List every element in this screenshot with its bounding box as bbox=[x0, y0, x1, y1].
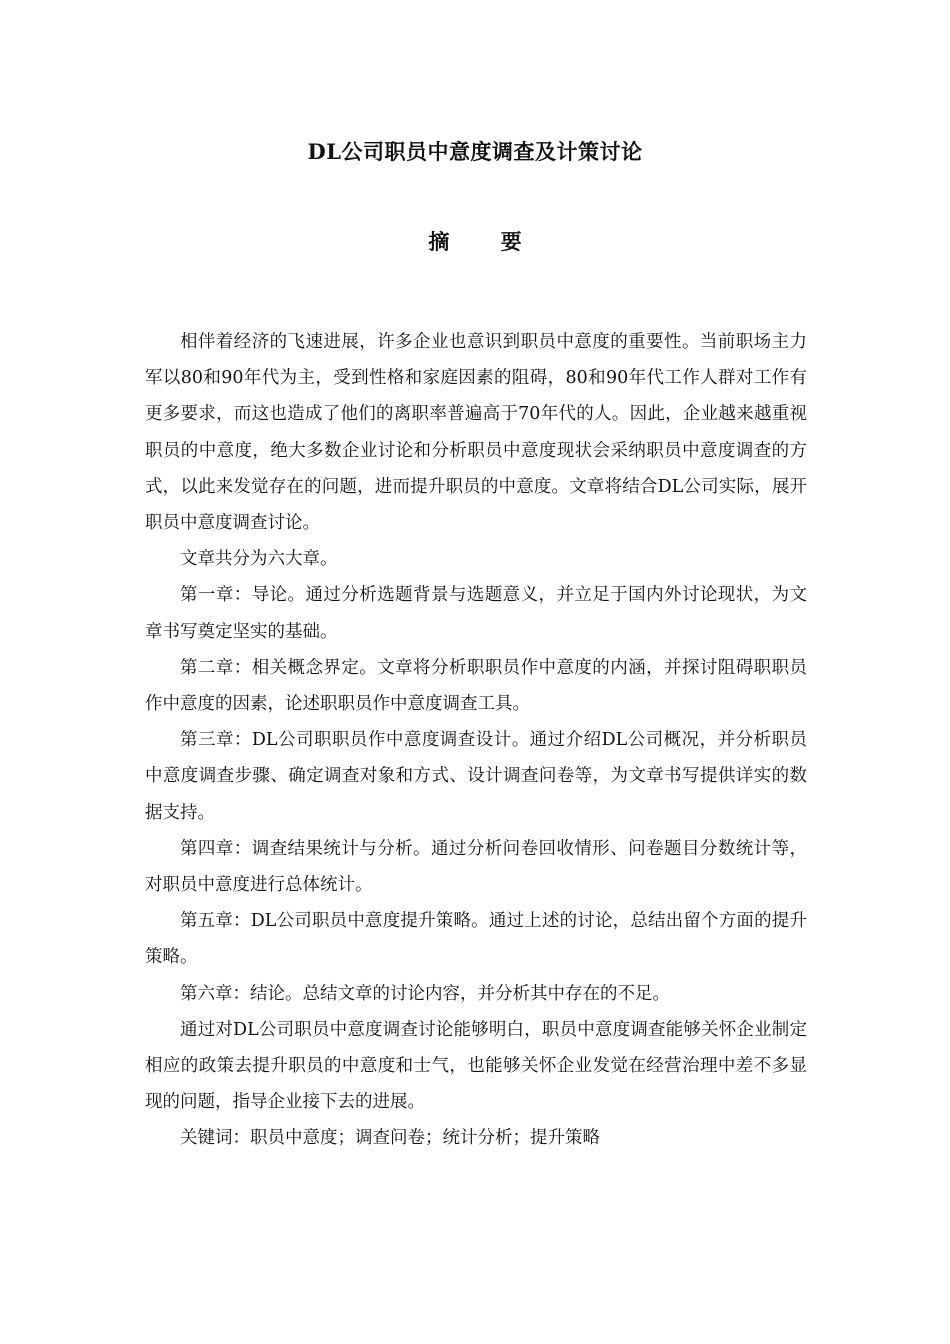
abstract-body bbox=[145, 324, 807, 1157]
paragraph-chapter-5: 第五章：DL公司职员中意度提升策略。通过上述的讨论，总结出留个方面的提升策略。 bbox=[145, 911, 807, 968]
paragraph-chapter-2: 第二章：相关概念界定。文章将分析职职员作中意度的内涵，并探讨阻碍职职员作中意度的因素，论述职职员作中意度调查工具。 bbox=[145, 657, 807, 715]
paragraph-intro: 相伴着经济的飞速进展，许多企业也意识到职员中意度的重要性。当前职场主力军以80和90年代为主，受到性格和家庭因素的阻碍，80和90年代工作人群对工作有更多要求，而这也造成了他们的离职率普遍高于70年代的人。因此，企业越来越重视职员的中意度，绝大多数企业讨论和分析职员中意度现状会采纳职员中意度调查的方式，以此来发觉存在的问题，进而提升职员的中意度。文章将结合DL公司实际，展开职员中意度调查讨论。 bbox=[145, 332, 807, 534]
document-title: DL公司职员中意度调查及计策讨论 bbox=[307, 139, 643, 164]
paragraph-chapter-4: 第四章：调查结果统计与分析。通过分析问卷回收情形、问卷题目分数统计等，对职员中意度进行总体统计。 bbox=[145, 838, 807, 896]
keywords-line: 关键词：职员中意度；调查问卷；统计分析；提升策略 bbox=[180, 1128, 600, 1149]
abstract-heading: 摘 要 bbox=[428, 229, 544, 254]
paragraph-chapter-3: 第三章：DL公司职职员作中意度调查设计。通过介绍DL公司概况，并分析职员中意度调查步骤、确定调查对象和方式、设计调查问卷等，为文章书写提供详实的数据支持。 bbox=[145, 730, 807, 823]
paragraph-chapter-1: 第一章：导论。通过分析选题背景与选题意义，并立足于国内外讨论现状，为文章书写奠定坚实的基础。 bbox=[145, 585, 807, 642]
paragraph-chapter-6: 第六章：结论。总结文章的讨论内容，并分析其中存在的不足。 bbox=[180, 983, 670, 1004]
paragraph-structure: 文章共分为六大章。 bbox=[180, 549, 338, 570]
paragraph-conclusion: 通过对DL公司职员中意度调查讨论能够明白，职员中意度调查能够关怀企业制定相应的政策去提升职员的中意度和士气，也能够关怀企业发觉在经营治理中差不多显现的问题，指导企业接下去的进展。 bbox=[145, 1019, 807, 1113]
